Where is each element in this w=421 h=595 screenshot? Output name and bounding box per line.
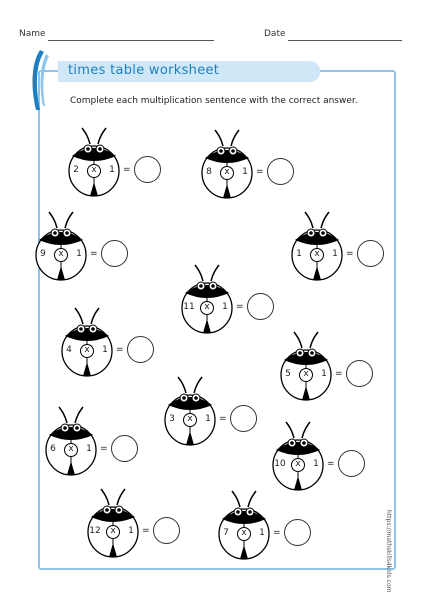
factor-a: 9 bbox=[40, 249, 46, 259]
operator-symbol: x bbox=[303, 369, 309, 379]
operator-symbol: x bbox=[295, 459, 301, 469]
ladybug-icon bbox=[291, 210, 343, 282]
equals-sign: = bbox=[142, 526, 150, 536]
answer-circle[interactable] bbox=[153, 517, 180, 544]
ladybug-problem-9 bbox=[45, 405, 108, 477]
ladybug-problem-10 bbox=[272, 420, 335, 492]
ladybug-icon bbox=[61, 306, 113, 378]
operator-symbol: x bbox=[68, 444, 74, 454]
operator-symbol: x bbox=[110, 526, 116, 536]
answer-circle[interactable] bbox=[230, 405, 257, 432]
equals-sign: = bbox=[123, 165, 131, 175]
footer-url: https://mathskills4kids.com bbox=[385, 510, 392, 593]
equals-sign: = bbox=[327, 459, 335, 469]
factor-b: 1 bbox=[86, 444, 92, 454]
ladybug-icon bbox=[280, 330, 332, 402]
factor-b: 1 bbox=[128, 526, 134, 536]
factor-a: 12 bbox=[89, 526, 101, 536]
factor-a: 2 bbox=[73, 165, 79, 175]
name-field[interactable] bbox=[48, 40, 214, 41]
ladybug-icon bbox=[201, 128, 253, 200]
ladybug-problem-8 bbox=[164, 375, 227, 447]
factor-a: 10 bbox=[274, 459, 286, 469]
operator-symbol: x bbox=[224, 167, 230, 177]
name-label: Name bbox=[19, 29, 46, 39]
equals-sign: = bbox=[90, 249, 98, 259]
answer-circle[interactable] bbox=[357, 240, 384, 267]
operator-symbol: x bbox=[187, 414, 193, 424]
operator-symbol: x bbox=[58, 249, 64, 259]
operator-symbol: x bbox=[91, 165, 97, 175]
factor-b: 1 bbox=[259, 528, 265, 538]
factor-b: 1 bbox=[242, 167, 248, 177]
ladybug-icon bbox=[218, 489, 270, 561]
factor-a: 11 bbox=[183, 302, 195, 312]
factor-b: 1 bbox=[205, 414, 211, 424]
operator-symbol: x bbox=[241, 528, 247, 538]
date-field[interactable] bbox=[288, 40, 402, 41]
ladybug-icon bbox=[87, 487, 139, 559]
factor-a: 7 bbox=[223, 528, 229, 538]
ladybug-icon bbox=[164, 375, 216, 447]
ladybug-problem-4 bbox=[291, 210, 354, 282]
ladybug-problem-2 bbox=[201, 128, 264, 200]
equals-sign: = bbox=[219, 414, 227, 424]
answer-circle[interactable] bbox=[346, 360, 373, 387]
factor-b: 1 bbox=[102, 345, 108, 355]
answer-circle[interactable] bbox=[134, 156, 161, 183]
equals-sign: = bbox=[100, 444, 108, 454]
answer-circle[interactable] bbox=[127, 336, 154, 363]
operator-symbol: x bbox=[314, 249, 320, 259]
answer-circle[interactable] bbox=[111, 435, 138, 462]
ladybug-icon bbox=[45, 405, 97, 477]
ladybug-problem-6 bbox=[61, 306, 124, 378]
factor-b: 1 bbox=[109, 165, 115, 175]
ladybug-icon bbox=[68, 126, 120, 198]
equals-sign: = bbox=[116, 345, 124, 355]
ladybug-problem-7 bbox=[280, 330, 343, 402]
factor-a: 4 bbox=[66, 345, 72, 355]
answer-circle[interactable] bbox=[247, 293, 274, 320]
ladybug-problem-5 bbox=[181, 263, 244, 335]
instructions: Complete each multiplication sentence with the correct answer. bbox=[70, 96, 358, 106]
factor-a: 1 bbox=[296, 249, 302, 259]
factor-a: 8 bbox=[206, 167, 212, 177]
factor-a: 3 bbox=[169, 414, 175, 424]
factor-a: 5 bbox=[285, 369, 291, 379]
ladybug-icon bbox=[272, 420, 324, 492]
ladybug-problem-1 bbox=[68, 126, 131, 198]
ladybug-problem-3 bbox=[35, 210, 98, 282]
answer-circle[interactable] bbox=[101, 240, 128, 267]
ladybug-problem-11 bbox=[87, 487, 150, 559]
ladybug-icon bbox=[35, 210, 87, 282]
operator-symbol: x bbox=[204, 302, 210, 312]
equals-sign: = bbox=[346, 249, 354, 259]
factor-b: 1 bbox=[76, 249, 82, 259]
equals-sign: = bbox=[273, 528, 281, 538]
equals-sign: = bbox=[236, 302, 244, 312]
page-title: times table worksheet bbox=[68, 63, 220, 78]
date-label: Date bbox=[264, 29, 286, 39]
factor-b: 1 bbox=[332, 249, 338, 259]
answer-circle[interactable] bbox=[284, 519, 311, 546]
swoosh-decoration-icon bbox=[26, 48, 52, 112]
answer-circle[interactable] bbox=[267, 158, 294, 185]
equals-sign: = bbox=[256, 167, 264, 177]
factor-a: 6 bbox=[50, 444, 56, 454]
factor-b: 1 bbox=[313, 459, 319, 469]
answer-circle[interactable] bbox=[338, 450, 365, 477]
operator-symbol: x bbox=[84, 345, 90, 355]
ladybug-icon bbox=[181, 263, 233, 335]
ladybug-problem-12 bbox=[218, 489, 281, 561]
factor-b: 1 bbox=[222, 302, 228, 312]
equals-sign: = bbox=[335, 369, 343, 379]
factor-b: 1 bbox=[321, 369, 327, 379]
